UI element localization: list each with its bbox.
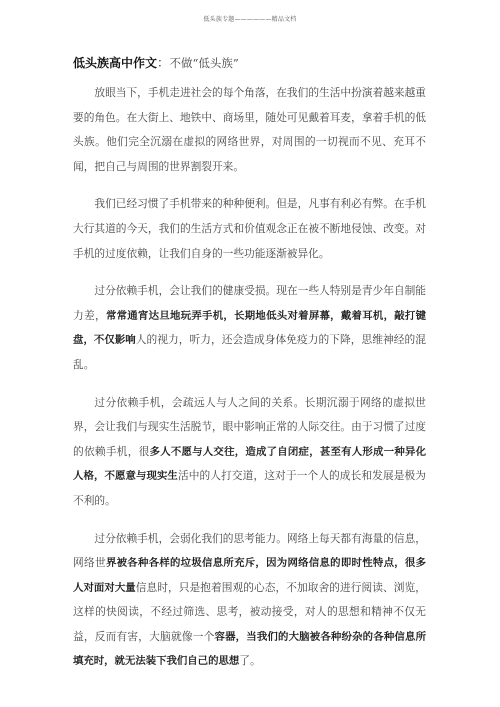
- page-header: 低头族专题——————精品文档: [203, 16, 297, 23]
- paragraph-segment: 了。: [239, 654, 261, 668]
- paragraph: [73, 391, 426, 514]
- paragraph-segment: 过分依赖手机，会弱化我们的思考能力。网络上每天都有海量的信息，网络世: [73, 531, 426, 570]
- paragraph: [73, 81, 426, 179]
- title-subtitle: 不做“低头族”: [169, 56, 239, 70]
- paragraph: [73, 279, 426, 377]
- paragraph-segment: 过分依赖手机，会疏远人与人之间的关系。长期沉溺于网络的虚拟世界，会让我们与现实生活脱节，眼中影响正常的人际交往。由于习惯了过度的依赖手机，很: [73, 395, 426, 458]
- paragraph: [73, 527, 426, 675]
- paragraph-segment: 我们已经习惯了手机带来的种种便利。但是，凡事有利必有弊。在手机大行其道的今天，我们的生活方式和价值观念正在被不断地侵蚀、改变。对手机的过度依赖，让我们自身的一些功能逐渐被异化。: [73, 197, 426, 260]
- title-heading: 低头族高中作文: [73, 56, 158, 70]
- paragraph-segment: 放眼当下，手机走进社会的每个角落，在我们的生活中扮演着越来越重要的角色。在大街上、地铁中、商场里，随处可见戴着耳麦，拿着手机的低头族。他们完全沉溺在虚拟的网络世界，对周围的一切视而不见、充耳不闻，把自己与周围的世界割裂开来。: [73, 86, 426, 173]
- paragraph-segment: 信息时，只是抱着围观的心态，不加取舍的进行阅读、浏览，这样的快阅读，不经过筛选、思考，被动接受，对人的思想和精神不仅无益，反而有害，大脑就像一个: [73, 580, 426, 643]
- title-separator: ：: [157, 55, 170, 70]
- paragraph-bold-segment: 界被各种各样的垃圾信息所充斥，因为网络信息的即时性特点，很多人对面对大量: [73, 557, 426, 594]
- paragraph-bold-segment: 容器，当我们的大脑被各种纷杂的各种信息所填充时，就无法装下我们自己的思想: [73, 630, 426, 668]
- document-body: [73, 54, 426, 687]
- paragraph-segment: 过分依赖手机，会让我们的健康受损。现在一些人特别是青少年自制能力差，: [73, 284, 426, 322]
- paragraph-list: [73, 81, 426, 674]
- paragraph: [73, 192, 426, 266]
- paragraph-bold-segment: 常常通宵达旦地玩弄手机，长期地低头对着屏幕，戴着耳机，敲打键盘，不仅影响: [73, 309, 426, 347]
- paragraph-segment: 活中的人打交道，这对于一个人的成长和发展是极为不利的。: [73, 469, 426, 507]
- document-title: [73, 54, 426, 72]
- paragraph-bold-segment: 多人不愿与人交往，造成了自闭症，甚至有人形成一种异化人格，不愿意与现实生: [73, 445, 426, 483]
- paragraph-segment: 人的视力，听力，还会造成身体免疫力的下降，思维神经的混乱。: [73, 333, 426, 371]
